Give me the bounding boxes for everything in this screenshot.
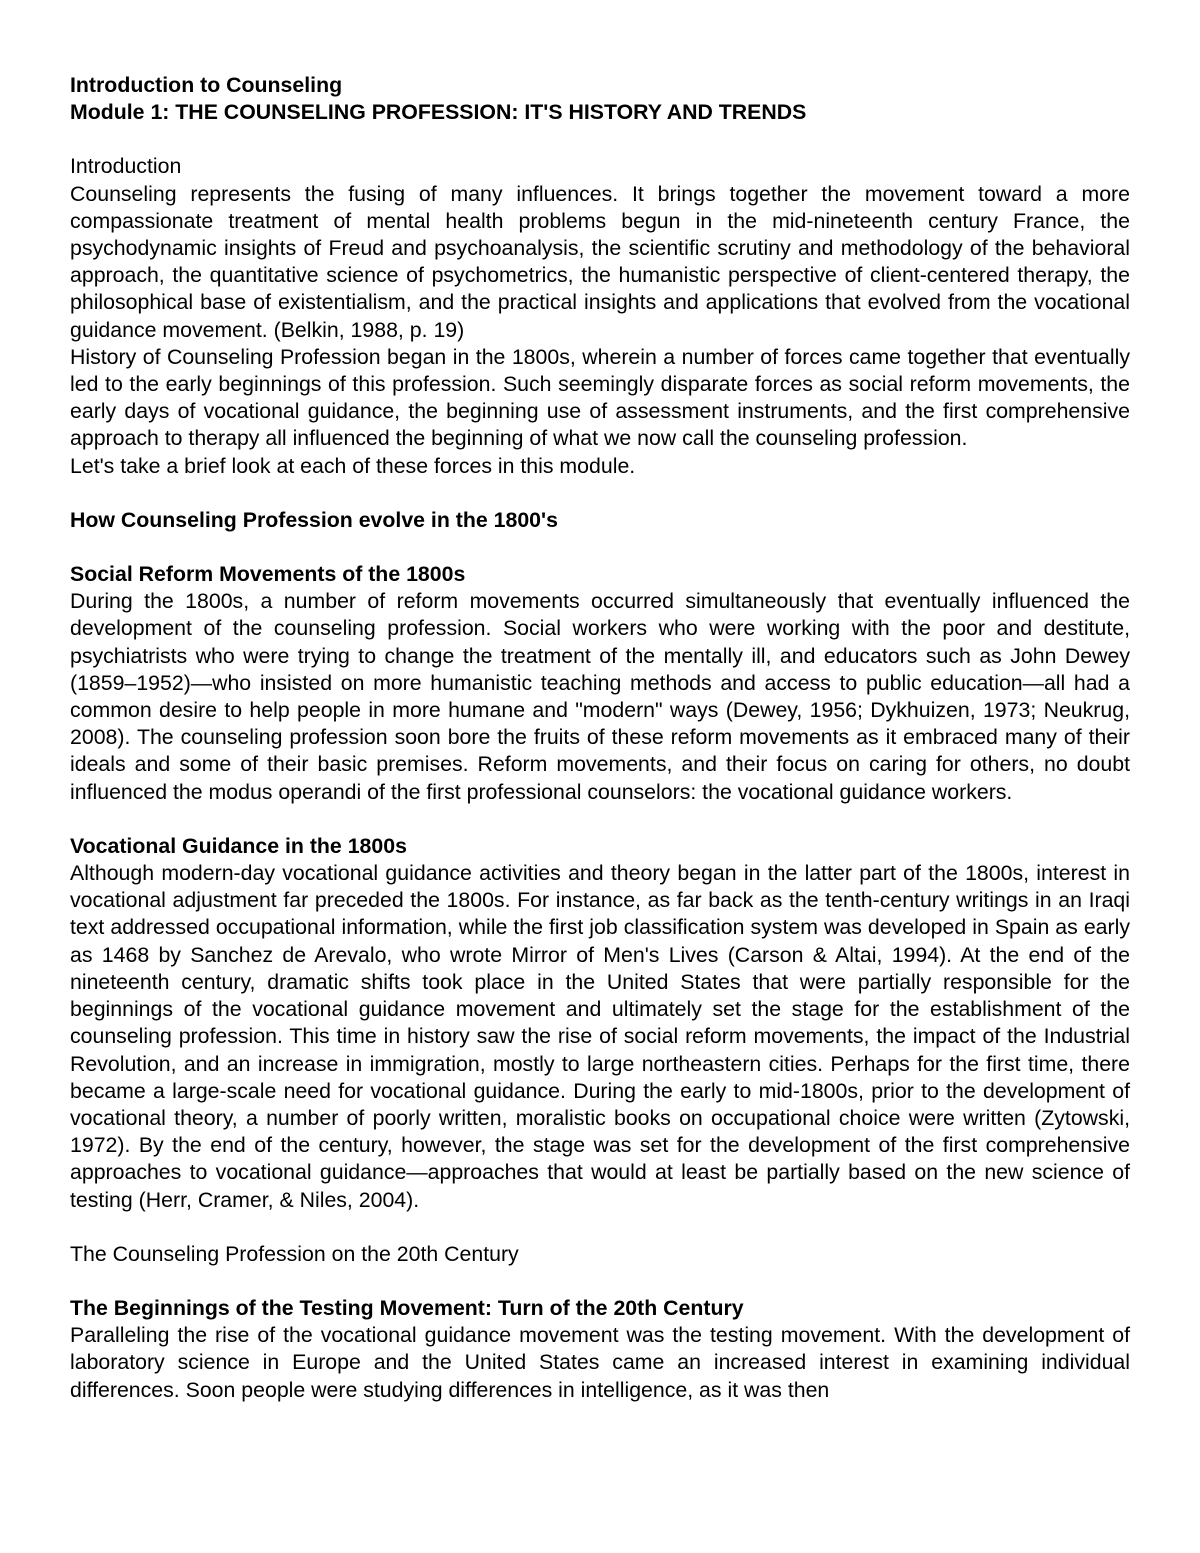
intro-paragraph-3: Let's take a brief look at each of these forces in this module. (70, 453, 636, 478)
spacer (70, 480, 1130, 507)
social-reform-paragraph: During the 1800s, a number of reform movements occurred simultaneously that eventually influenced the development of the counseling profession. Social workers who were working with the poor and destitute, psychiatrists who were trying to change the treatment of the mentally ill, and educators such as John Dewey (1859–1952)—who insisted on more humanistic teaching methods and access to public education—all had a common desire to help people in more humane and "modern" ways (Dewey, 1956; Dykhuizen, 1973; Neukrug, 2008). The counseling profession soon bore the fruits of these reform movements as it embraced many of their ideals and some of their basic premises. Reform movements, and their focus on caring for others, no doubt influenced the modus operandi of the first professional counselors: the vocational guidance workers. (70, 589, 1130, 804)
vocational-paragraph: Although modern-day vocational guidance activities and theory began in the latter part of the 1800s, interest in vocational adjustment far preceded the 1800s. For instance, as far back as the tenth-century writings in an Iraqi text addressed occupational information, while the first job classification system was developed in Spain as early as 1468 by Sanchez de Arevalo, who wrote Mirror of Men's Lives (Carson & Altai, 1994). At the end of the nineteenth century, dramatic shifts took place in the United States that were partially responsible for the beginnings of the vocational guidance movement and ultimately set the stage for the establishment of the counseling profession. This time in history saw the rise of social reform movements, the impact of the Industrial Revolution, and an increase in immigration, mostly to large northeastern cities. Perhaps for the first time, there became a large-scale need for vocational guidance. During the early to mid-1800s, prior to the development of vocational theory, a number of poorly written, moralistic books on occupational choice were written (Zytowski, 1972). By the end of the century, however, the stage was set for the development of the first comprehensive approaches to vocational guidance—approaches that would at least be partially based on the new science of testing (Herr, Cramer, & Niles, 2004). (70, 861, 1130, 1212)
spacer (70, 534, 1130, 561)
intro-paragraph-1: Counseling represents the fusing of many influences. It brings together the movement toward a more compassionate treatment of mental health problems begun in the mid-nineteenth century France, the psychodynamic insights of Freud and psychoanalysis, the scientific scrutiny and methodology of the behavioral approach, the quantitative science of psychometrics, the humanistic perspective of client-centered therapy, the philosophical base of existentialism, and the practical insights and applications that evolved from the vocational guidance movement. (Belkin, 1988, p. 19) (70, 181, 1130, 342)
spacer (70, 1214, 1130, 1241)
intro-paragraph-2: History of Counseling Profession began in the 1800s, wherein a number of forces came together that eventually led to the early beginnings of this profession. Such seemingly disparate forces as social reform movements, the early days of vocational guidance, the beginning use of assessment instruments, and the first comprehensive approach to therapy all influenced the beginning of what we now call the counseling profession. (70, 344, 1130, 451)
testing-paragraph: Paralleling the rise of the vocational guidance movement was the testing movement. With the development of laboratory science in Europe and the United States came an increased interest in examining individual differences. Soon people were studying differences in intelligence, as it was then (70, 1323, 1130, 1402)
section-heading-20th-century: The Counseling Profession on the 20th Century (70, 1241, 519, 1266)
spacer (70, 1268, 1130, 1295)
section-heading-1800s: How Counseling Profession evolve in the 1800's (70, 507, 558, 532)
document-page (70, 72, 1130, 1404)
section-heading-vocational: Vocational Guidance in the 1800s (70, 833, 407, 858)
document-title: Introduction to Counseling (70, 73, 343, 97)
spacer (70, 126, 1130, 153)
module-title: Module 1: THE COUNSELING PROFESSION: IT'S HISTORY AND TRENDS (70, 100, 807, 125)
section-heading-testing: The Beginnings of the Testing Movement: Turn of the 20th Century (70, 1295, 744, 1320)
section-heading-social-reform: Social Reform Movements of the 1800s (70, 562, 466, 587)
spacer (70, 806, 1130, 833)
intro-heading: Introduction (70, 154, 182, 179)
